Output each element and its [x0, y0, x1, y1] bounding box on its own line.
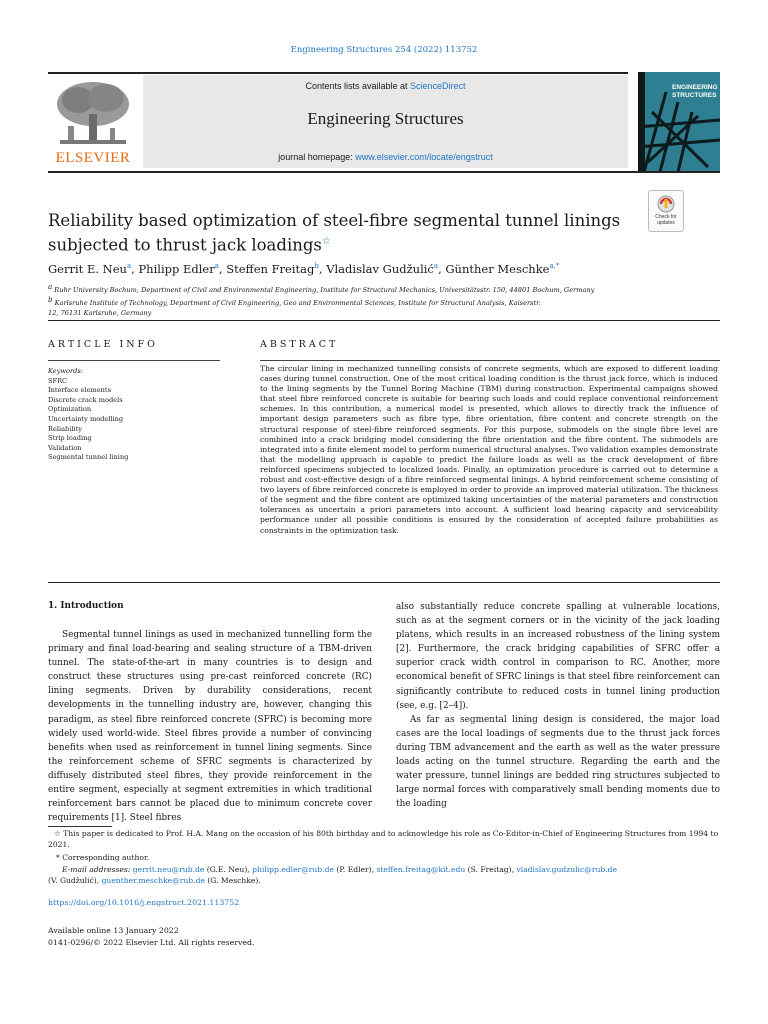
check-updates-line2: updates: [657, 220, 675, 226]
author-affil-mark[interactable]: a: [214, 262, 219, 271]
email-owner: (G.E. Neu),: [204, 865, 253, 874]
journal-homepage-link[interactable]: www.elsevier.com/locate/engstruct: [355, 152, 493, 162]
keywords-block: [48, 367, 128, 463]
body-left-column: [48, 628, 372, 825]
dedication-footnote: ☆ This paper is dedicated to Prof. H.A. Mang on the occasion of his 80th birthday and to acknowledge his role as Co-Editor-in-Chief of Engineering Structures from 1994 to 2021.: [48, 829, 719, 849]
affiliation-a: Ruhr University Bochum, Department of Civil and Environmental Engineering, Institute for Structural Mechanics, Universitätsstr. 150, 44801 Bochum, Germany: [54, 286, 595, 295]
keyword: Segmental tunnel lining: [48, 453, 129, 462]
journal-title: Engineering Structures: [307, 109, 464, 128]
title-footnote-mark[interactable]: ☆: [321, 236, 331, 247]
email-footnote: [48, 864, 720, 886]
keyword: Uncertainty modelling: [48, 414, 124, 423]
cover-title-line1: ENGINEERING: [672, 84, 718, 91]
copyright-line: 0141-0296/© 2022 Elsevier Ltd. All rights reserved.: [48, 937, 255, 947]
article-info-heading: ARTICLE INFO: [48, 339, 158, 350]
body-right-column: [396, 600, 720, 811]
keyword: Reliability: [48, 424, 82, 433]
article-info-rule: [48, 360, 220, 361]
email-label: E-mail addresses:: [62, 865, 131, 874]
intro-paragraph-1: Segmental tunnel linings as used in mechanized tunnelling form the primary and final load-bearing and sealing structure of a TBM-driven tunnel. The state-of-the-art in many countries is to design and construct these structures using pre-cast reinforced concrete (RC) lining segments. Driven by durability considerations, recent developments in the tunnelling industry are, however, changing this paradigm, as steel fibre reinforced concrete (SFRC) is becoming more widely used world-wide. Steel fibres provide a number of convincing benefits when used as reinforcement in tunnel lining segments. Since the reinforcement scheme of SFRC segments is characterized by diffusely distributed steel fibres, they provide reinforcement in the entire segment, especially at segment extremities in which traditional reinforcement bars cannot be placed due to minimum concrete cover requirements [1]. Steel fibres: [48, 630, 372, 824]
affiliation-b-line1: Karlsruhe Institute of Technology, Department of Civil Engineering, Geo and Environmental Sciences, Institute for Structural Analysis, Kaiserstr.: [54, 299, 541, 308]
journal-cover-image[interactable]: [638, 72, 720, 172]
email-link[interactable]: guenther.meschke@rub.de: [101, 876, 205, 885]
affiliations: $^a$ Ruhr University Bochum, Department of Civil and Environmental Engineering, Institute for Structural Mechanics, Universitätsstr. 150, 44801 Bochum, Germany $^b$ Karlsruhe Institute of Technology, Department of Civil Engineering, Geo and Environmental Sciences, Institute for Structural Analysis, Kaiserstr. 12, 76131 Karlsruhe, Germany: [48, 282, 668, 318]
keyword: Validation: [48, 443, 82, 452]
title-line2: subjected to thrust jack loadings: [48, 235, 322, 255]
corresponding-footnote: * Corresponding author.: [56, 853, 150, 862]
author-affil-mark[interactable]: b: [314, 262, 319, 271]
author[interactable]: Philipp Edler: [138, 262, 215, 276]
availability-info: [48, 925, 254, 948]
author-affil-mark[interactable]: a,*: [549, 262, 560, 271]
cover-title-line2: STRUCTURES: [672, 92, 717, 99]
corresponding-text: Corresponding author.: [62, 853, 150, 862]
author-affil-mark[interactable]: a: [126, 262, 132, 271]
keywords-label: Keywords:: [48, 367, 83, 375]
cover-title: [672, 84, 718, 100]
contents-line: [143, 81, 628, 91]
journal-reference[interactable]: Engineering Structures 254 (2022) 113752: [290, 45, 478, 55]
sciencedirect-link[interactable]: ScienceDirect: [410, 81, 466, 91]
keyword: Interface elements: [48, 386, 111, 395]
author[interactable]: Gerrit E. Neu: [48, 262, 127, 276]
email-link[interactable]: vladislav.gudzulic@rub.de: [516, 865, 617, 874]
homepage-prefix: journal homepage:: [278, 152, 356, 162]
email-link[interactable]: steffen.freitag@kit.edu: [376, 865, 466, 874]
check-updates-label: [649, 214, 683, 226]
check-updates-icon: [649, 193, 683, 215]
email-owner: (V. Gudžulić),: [48, 876, 102, 885]
abstract-text: The circular lining in mechanized tunnelling consists of concrete segments, which are exposed to different loading cases during tunnel construction. One of the most critical loading condition is the thrust jack force, which is induced to the lining segments by the Tunnel Boring Machine (TBM) during construction. Experimental campaigns showed that steel fibre reinforced concrete is suitable for bearing such loads and could replace conventional reinforcement schemes. In this contribution, a numerical model is presented, which allows to directly track the influence of important design parameters such as fibre type, fibre orientation, fibre content and concrete strength on the structural response of steel-fibre reinforced segments. For this purpose, submodels on the single fibre level are combined into a crack bridging model considering the fibre orientation and the fibre content. The submodels are integrated into a finite element model to perform numerical structural analyses. Two validation examples demonstrate that the modelling approach is capable to predict the failure loads as well as the crack development of fibre reinforced specimens subjected to localized loads. Finally, an optimization procedure is carried out to determine a robust and cost-effective design of a fibre reinforced segmental linings. A hybrid reinforcement scheme consisting of two layers of fibre reinforced concrete is employed in order to provide an improved material utilization. The thickness of the segment and the fibre content are optimized taking uncertainties of the material parameters and construction tolerances as uncertain a priori parameters into account. A sufficient load bearing capacity and serviceability performance under all possible conditions is ensured by the consideration of accepted failure probabilities as constraints in the optimization task.: [260, 364, 719, 535]
abstract-heading: ABSTRACT: [260, 339, 339, 350]
header-rule: [48, 72, 628, 74]
homepage-line: [143, 152, 628, 162]
check-updates-line1: Check for: [655, 214, 677, 220]
author[interactable]: Vladislav Gudžulić: [326, 262, 434, 276]
keyword: Optimization: [48, 405, 92, 414]
article-title: [48, 210, 628, 256]
author-affil-mark[interactable]: a: [433, 262, 439, 271]
elsevier-wordmark: ELSEVIER: [55, 150, 131, 166]
affiliation-b-line2: 12, 76131 Karlsruhe, Germany: [48, 309, 152, 318]
title-line1: Reliability based optimization of steel-fibre segmental tunnel linings: [48, 211, 621, 230]
check-for-updates-button[interactable]: [648, 190, 684, 232]
keyword: SFRC: [48, 376, 68, 385]
available-online: Available online 13 January 2022: [48, 926, 179, 935]
keyword: Discrete crack models: [48, 395, 123, 404]
affiliation-rule: [48, 320, 720, 321]
email-link[interactable]: gerrit.neu@rub.de: [132, 865, 205, 874]
intro-paragraph-2: also substantially reduce concrete spalling at vulnerable locations, such as at the segment corners or in the vicinity of the jack loading platens, which results in an increased robustness of the lining system [2]. Furthermore, the crack bridging capabilities of SFRC offer a superior crack width control in comparison to RC. Another, more economical benefit of SFRC linings is that steel fibre reinforcement can significantly contribute to reduced costs in tunnel lining production (see, e.g. [2–4]).: [396, 602, 720, 711]
dedication-text: This paper is dedicated to Prof. H.A. Mang on the occasion of his 80th birthday and to acknowledge his role as Co-Editor-in-Chief of Engineering Structures from 1994 to 2021.: [48, 829, 719, 849]
abstract-rule: [260, 360, 720, 361]
author[interactable]: Steffen Freitag: [226, 262, 315, 276]
front-matter-end-rule: [48, 582, 720, 583]
email-owner: (G. Meschke).: [204, 876, 261, 885]
section-heading: 1. Introduction: [48, 601, 124, 611]
email-owner: (S. Freitag),: [465, 865, 517, 874]
intro-paragraph-3: As far as segmental lining design is considered, the major load cases are the local loadings of segments due to the thrust jack forces during TBM advancement and the earth as well as the water pressure loads acting on the tunnel structure. Regarding the earth and the water pressure, tunnel linings are bedded ring structures subjected to large normal forces with comparatively small bending moments due to the loading: [396, 714, 720, 810]
footnote-rule: [48, 826, 112, 827]
keyword: Strip loading: [48, 434, 92, 443]
masthead-rule: [48, 171, 720, 173]
author[interactable]: Günther Meschke: [445, 262, 550, 276]
doi-link[interactable]: https://doi.org/10.1016/j.engstruct.2021.113752: [48, 898, 240, 907]
email-owner: (P. Edler),: [333, 865, 377, 874]
contents-prefix: Contents lists available at: [305, 81, 411, 91]
author-list: Gerrit E. Neu$^a$, Philipp Edler$^a$, Steffen Freitag$^b$, Vladislav Gudžulić$^a$, Günther Meschke$^{a,*}$: [48, 262, 560, 276]
email-link[interactable]: philipp.edler@rub.de: [252, 865, 334, 874]
